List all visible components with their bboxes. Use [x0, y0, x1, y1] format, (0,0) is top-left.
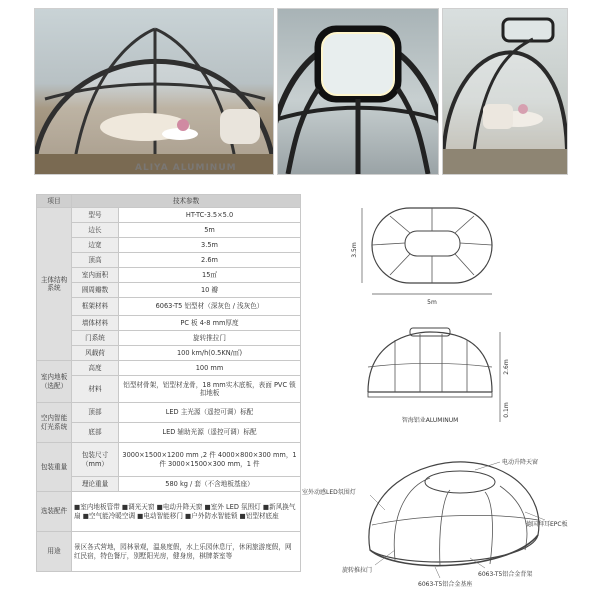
- table-row: [37, 423, 301, 443]
- row-label: 顶高: [72, 253, 119, 268]
- row-value: 5m: [119, 223, 301, 238]
- row-value: 100 mm: [119, 361, 301, 376]
- row-value: LED 主光源（遥控可调）标配: [119, 403, 301, 423]
- table-row: [37, 532, 301, 572]
- row-value: 铝型材骨架，铝型材龙骨，18 mm实木底板，表面 PVC 锁扣地板: [119, 376, 301, 403]
- row-value: 15㎡: [119, 268, 301, 283]
- dim-height-label: 2.6m: [503, 359, 510, 375]
- row-value: PC 板 4-8 mm厚度: [119, 316, 301, 331]
- section-label: 包装重量: [37, 443, 72, 492]
- table-row: [37, 283, 301, 298]
- perspective-drawing: [300, 440, 590, 590]
- table-row: [37, 238, 301, 253]
- callout-led: 室外动感LED氛围灯: [302, 489, 356, 496]
- row-label: 室内面积: [72, 268, 119, 283]
- section-label: 选装配件: [37, 492, 72, 532]
- table-row: [37, 298, 301, 316]
- row-label: 圆周瓣数: [72, 283, 119, 298]
- row-label: 材料: [72, 376, 119, 403]
- dim-width-label: 5m: [427, 299, 437, 306]
- table-row: [37, 223, 301, 238]
- table-row: [37, 443, 301, 477]
- table-row: [37, 253, 301, 268]
- callout-skylight: 电动升降天窗: [502, 459, 539, 466]
- row-value: 旋转推拉门: [119, 331, 301, 346]
- row-label: 风载荷: [72, 346, 119, 361]
- row-value: 2.6m: [119, 253, 301, 268]
- table-row: [37, 208, 301, 223]
- spec-table: [36, 194, 301, 572]
- watermark-text: ALIYA ALUMINUM: [135, 163, 237, 173]
- section-label: 室内地板（选配）: [37, 361, 72, 403]
- row-label: 高度: [72, 361, 119, 376]
- row-label: 边宽: [72, 238, 119, 253]
- table-row: [37, 346, 301, 361]
- dome-exterior-photo: [442, 8, 568, 175]
- dome-interior-photo: [34, 8, 274, 175]
- table-row: [37, 361, 301, 376]
- table-row: [37, 477, 301, 492]
- row-value: 3000×1500×1200 mm ,2 件 4000×800×300 mm，1 件 3000×1500×300 mm，1 件: [119, 443, 301, 477]
- row-label: 型号: [72, 208, 119, 223]
- row-label: 墙体材料: [72, 316, 119, 331]
- table-row: [37, 376, 301, 403]
- row-label: 包装尺寸（mm）: [72, 443, 119, 477]
- row-value: 景区各式营地，园林景观，温泉度假，水上乐园休息厅，休闲旅游度假，网红民宿，特色餐厅，别墅阳光房，健身房，棋牌茶室等: [72, 532, 301, 572]
- table-row: [37, 331, 301, 346]
- section-label: 空内智能灯光系统: [37, 403, 72, 443]
- header-item: 项目: [37, 195, 72, 208]
- row-value: 100 km/h(0.5KN/㎡): [119, 346, 301, 361]
- row-value: 3.5m: [119, 238, 301, 253]
- row-label: 理论重量: [72, 477, 119, 492]
- table-row: [37, 403, 301, 423]
- dome-skylight-photo: [277, 8, 439, 175]
- table-row: [37, 268, 301, 283]
- table-header-row: [37, 195, 301, 208]
- drawing-caption: 智海铝业ALUMINUM: [401, 417, 459, 424]
- callout-ridge: 6063-T5铝合金背架: [478, 571, 533, 578]
- row-value: ■室内地板管带 ■调光天窗 ■电动升降天窗 ■室外 LED 氛围灯 ■新风换气扇 ■空气能冷暖空调 ■电动智能移门 ■户外防水智能锁 ■铝型材底座: [72, 492, 301, 532]
- table-row: [37, 492, 301, 532]
- row-label: 框架材料: [72, 298, 119, 316]
- header-params: 技术参数: [72, 195, 301, 208]
- row-label: 边长: [72, 223, 119, 238]
- row-value: LED 辅助光源（遥控可调）标配: [119, 423, 301, 443]
- section-label: 用途: [37, 532, 72, 572]
- row-value: 6063-T5 铝型材（深灰色 / 浅灰色）: [119, 298, 301, 316]
- dim-depth-label: 3.5m: [351, 242, 358, 258]
- dim-floor-label: 0.1m: [503, 402, 510, 418]
- table-row: [37, 316, 301, 331]
- row-label: 底部: [72, 423, 119, 443]
- side-view-drawing: [350, 322, 580, 427]
- row-label: 门系统: [72, 331, 119, 346]
- row-value: HT-TC-3.5×5.0: [119, 208, 301, 223]
- row-value: 580 kg / 套（不含地板基座）: [119, 477, 301, 492]
- row-label: 顶部: [72, 403, 119, 423]
- row-value: 10 瓣: [119, 283, 301, 298]
- callout-pc-panel: 德国拜耳EPC板: [526, 521, 568, 528]
- callout-base: 6063-T5铝合金基座: [418, 581, 473, 588]
- callout-door: 旋转推拉门: [342, 567, 373, 574]
- top-view-drawing: [350, 198, 580, 313]
- section-label: 主体结构系统: [37, 208, 72, 361]
